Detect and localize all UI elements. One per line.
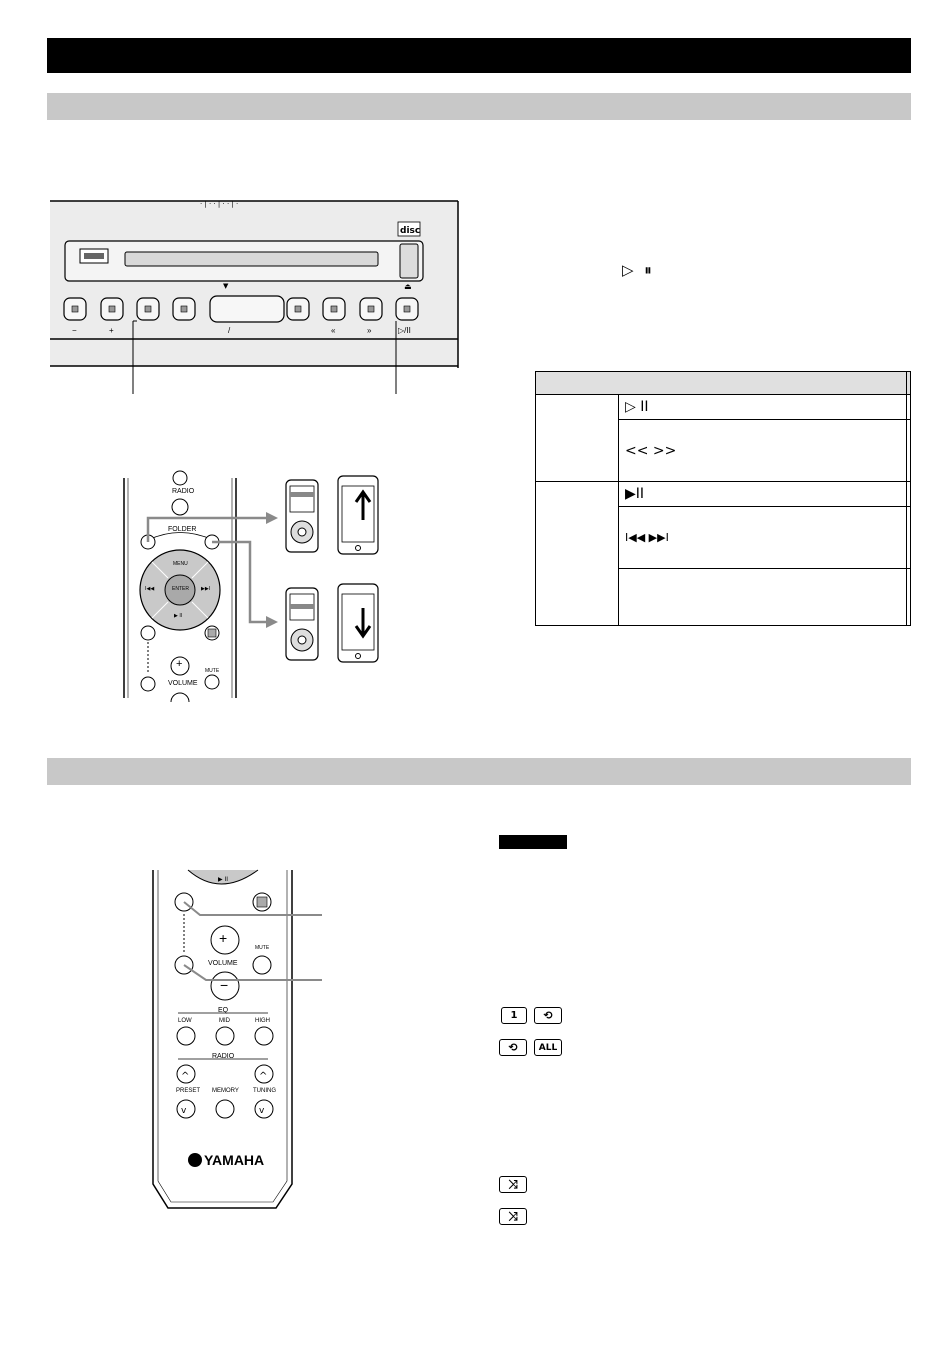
remote2-high-label: HIGH	[255, 1018, 270, 1024]
table-row	[536, 395, 911, 420]
svg-text:⏏: ⏏	[404, 282, 412, 291]
remote2-eq-label: EQ	[218, 1007, 229, 1014]
table-symbol-cell	[619, 420, 907, 482]
remote-radio-label: RADIO	[172, 488, 195, 495]
skip-outline-icon: << >>	[625, 442, 677, 459]
remote-plus-label: +	[176, 658, 183, 670]
svg-text:disc: disc	[400, 226, 421, 236]
svg-text:▼: ▼	[223, 282, 229, 290]
table-symbol-cell	[619, 395, 907, 420]
remote2-minus-label: −	[220, 977, 229, 993]
shuffle-icon: ⤨	[499, 1208, 527, 1225]
table-desc-cell	[907, 420, 911, 482]
table-desc-cell	[907, 482, 911, 507]
play-pause-solid-icon: ▶II	[625, 486, 645, 502]
svg-text:v: v	[181, 1106, 187, 1116]
repeat-all-text-icon: ALL	[534, 1039, 562, 1056]
remote-prev-label: I◀◀	[145, 586, 155, 592]
repeat-icon: ⟲	[499, 1039, 527, 1056]
remote-mute-label: MUTE	[205, 668, 220, 674]
play-pause-outline-icon: ▷ II	[625, 399, 649, 415]
remote-next-label: ▶▶I	[201, 586, 211, 592]
remote2-radio-label: RADIO	[212, 1053, 235, 1060]
table-desc-cell	[907, 507, 911, 569]
skip-solid-icon: I◀◀ ▶▶I	[625, 531, 669, 544]
svg-text:· | · · | · · | ·: · | · · | · · | ·	[200, 200, 239, 208]
svg-text:^: ^	[181, 1071, 190, 1082]
page-header-bar	[47, 38, 911, 73]
remote-top-illustration	[118, 470, 398, 702]
remote2-low-label: LOW	[178, 1018, 192, 1024]
table-group-cell	[536, 482, 619, 626]
svg-text:v: v	[259, 1106, 265, 1116]
repeat-icon: ⟲	[534, 1007, 562, 1024]
shuffle-icon: ⤨	[499, 1176, 527, 1193]
repeat-one-number-icon: 1	[501, 1007, 527, 1024]
remote2-preset-label: PRESET	[176, 1088, 201, 1094]
remote-menu-label: MENU	[173, 561, 188, 567]
remote2-tuning-label: TUNING	[253, 1088, 276, 1094]
remote2-volume-label: VOLUME	[208, 960, 238, 967]
section-bar-repeat-shuffle	[47, 758, 911, 785]
remote2-memory-label: MEMORY	[212, 1088, 239, 1094]
front-slash-label: /	[228, 326, 231, 335]
control-table	[535, 371, 911, 626]
front-panel-illustration	[50, 196, 460, 396]
yamaha-logo-text: YAMAHA	[204, 1152, 265, 1168]
remote2-mute-label: MUTE	[255, 945, 270, 951]
table-symbol-cell	[619, 569, 907, 626]
front-minus-label: −	[72, 326, 77, 335]
svg-text:^: ^	[259, 1071, 268, 1082]
front-fastforward-label: »	[367, 326, 372, 335]
note-badge	[499, 835, 567, 849]
remote-enter-label: ENTER	[172, 586, 189, 592]
table-desc-cell	[907, 569, 911, 626]
section-bar-playback	[47, 93, 911, 120]
table-desc-cell	[907, 395, 911, 420]
remote-folder-label: FOLDER	[168, 526, 197, 533]
front-rewind-label: «	[331, 326, 336, 335]
remote2-plus-label: +	[219, 930, 228, 946]
remote2-playpause-label: ▶ II	[218, 876, 229, 883]
front-plus-label: +	[109, 326, 114, 335]
table-header-cell	[907, 372, 911, 395]
remote-playpause-label: ▶ II	[174, 613, 183, 619]
table-header-row	[536, 372, 911, 395]
remote-volume-label: VOLUME	[168, 680, 198, 687]
table-symbol-cell	[619, 482, 907, 507]
remote2-mid-label: MID	[219, 1018, 230, 1024]
front-playpause-label: ▷/II	[398, 326, 411, 335]
table-group-cell	[536, 395, 619, 482]
table-symbol-cell	[619, 507, 907, 569]
table-row	[536, 482, 911, 507]
table-header-cell	[536, 372, 907, 395]
play-pause-icon: ▷ ⏸	[622, 261, 655, 279]
